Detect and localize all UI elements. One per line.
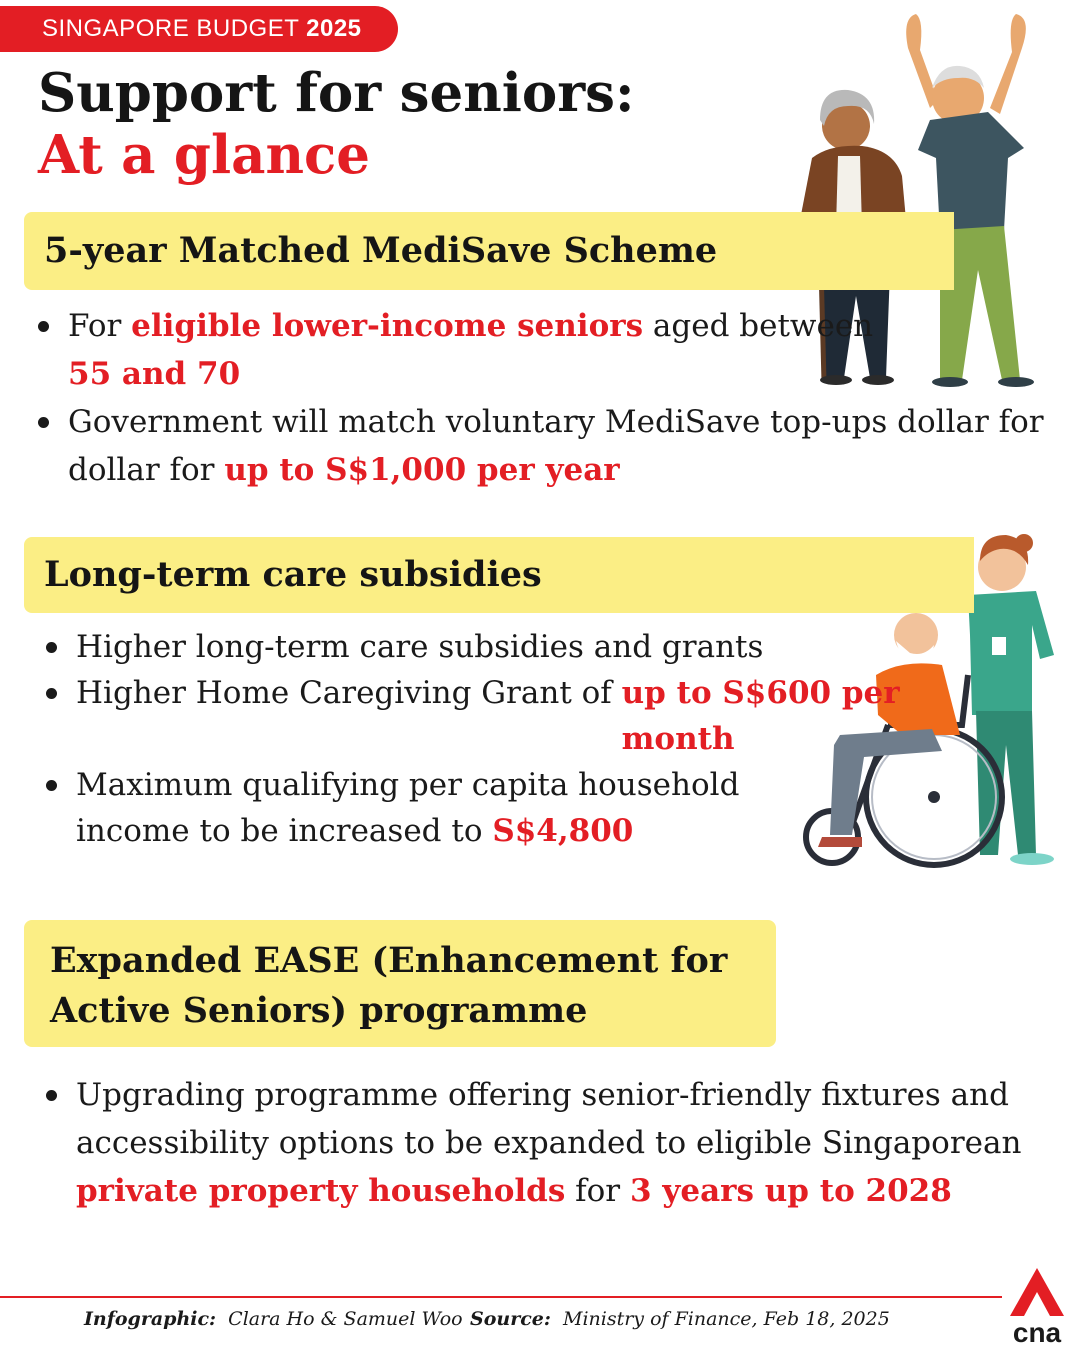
list-item: Higher long-term care subsidies and grants bbox=[38, 624, 942, 670]
title-line-1: Support for seniors: bbox=[38, 62, 635, 124]
footer-credit: Infographic: Clara Ho & Samuel Woo bbox=[84, 1308, 463, 1330]
logo-text: cna bbox=[1012, 1317, 1062, 1346]
list-item: Government will match voluntary MediSave top-ups dollar for dollar for up to S$1,000 per year bbox=[30, 398, 1080, 494]
ltc-bullet-list bbox=[38, 624, 942, 854]
list-item: Maximum qualifying per capita household income to be increased to S$4,800 bbox=[38, 762, 816, 854]
title-line-2: At a glance bbox=[38, 124, 370, 186]
ease-bullet-list bbox=[38, 1071, 1048, 1215]
section-heading-ease: Expanded EASE (Enhancement for Active Seniors) programme bbox=[24, 920, 776, 1047]
list-item: Higher Home Caregiving Grant of up to S$600 per month bbox=[38, 670, 942, 762]
footer-source: Source: Ministry of Finance, Feb 18, 2025 bbox=[470, 1308, 890, 1330]
budget-tag: SINGAPORE BUDGET 2025 bbox=[0, 6, 398, 52]
section-heading-ltc: Long-term care subsidies bbox=[24, 537, 974, 613]
footer-divider bbox=[0, 1296, 1002, 1298]
list-item: For eligible lower-income seniors aged between 55 and 70 bbox=[30, 302, 1080, 398]
list-item: Upgrading programme offering senior-friendly fixtures and accessibility options to be expanded to eligible Singaporean private property households for 3 years up to 2028 bbox=[38, 1071, 1048, 1215]
page-title bbox=[38, 62, 635, 186]
medisave-bullet-list bbox=[30, 302, 1080, 494]
cna-logo bbox=[1004, 1266, 1070, 1346]
section-heading-medisave: 5-year Matched MediSave Scheme bbox=[24, 212, 954, 290]
